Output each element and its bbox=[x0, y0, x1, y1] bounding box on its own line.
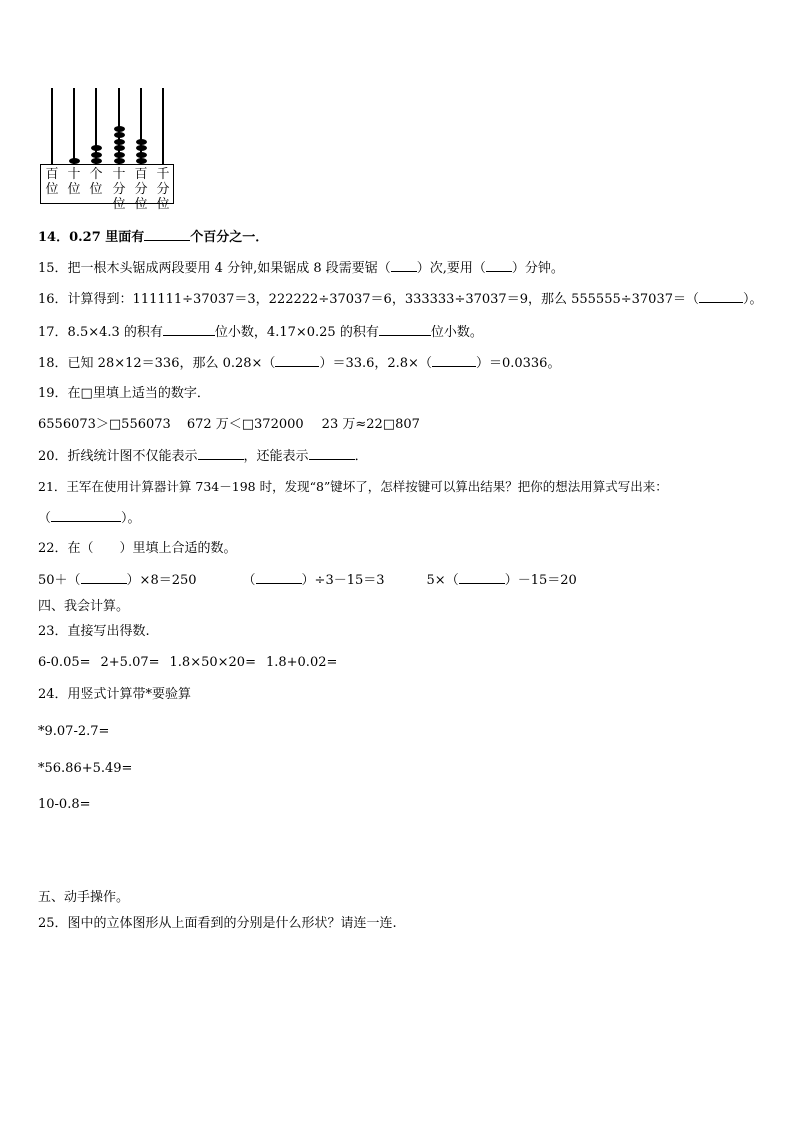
question-25: 25．图中的立体图形从上面看到的分别是什么形状？请连一连. bbox=[38, 916, 397, 931]
section-4-heading: 四、我会计算。 bbox=[38, 599, 130, 614]
question-21-answer: （ ）。 bbox=[38, 511, 141, 526]
question-22-title: 22．在（ ）里填上合适的数。 bbox=[38, 541, 237, 556]
abacus-bead bbox=[136, 145, 147, 151]
section-5-heading: 五、动手操作。 bbox=[38, 890, 130, 905]
abacus-label-char: 个 bbox=[89, 167, 103, 182]
abacus-place-label bbox=[66, 167, 82, 197]
question-22-items: 50＋（ ）×8＝250 （ ）÷3－15＝3 5×（ ）－15＝20 bbox=[38, 573, 577, 588]
abacus-bead bbox=[114, 139, 125, 145]
abacus-rod bbox=[51, 88, 53, 164]
abacus-bead bbox=[114, 126, 125, 132]
abacus-bead bbox=[91, 158, 102, 164]
answer-blank bbox=[51, 509, 121, 522]
answer-blank bbox=[144, 228, 190, 241]
abacus-bead bbox=[136, 139, 147, 145]
abacus-bead bbox=[114, 152, 125, 158]
answer-blank bbox=[432, 354, 476, 367]
question-24-item-1: *9.07-2.7= bbox=[38, 724, 110, 739]
abacus-bead bbox=[136, 152, 147, 158]
question-23-title: 23．直接写出得数. bbox=[38, 624, 150, 639]
abacus-label-char: 十 bbox=[67, 167, 81, 182]
question-24-title: 24．用竖式计算带*要验算 bbox=[38, 687, 192, 702]
abacus-figure bbox=[40, 88, 174, 214]
abacus-label-char: 分 bbox=[134, 182, 148, 197]
abacus-label-char: 位 bbox=[112, 197, 126, 212]
abacus-label-char: 百 bbox=[45, 167, 59, 182]
abacus-label-char: 位 bbox=[45, 182, 59, 197]
abacus-bead bbox=[114, 132, 125, 138]
abacus-place-label bbox=[155, 167, 171, 212]
answer-blank bbox=[81, 571, 127, 584]
question-15: 15．把一根木头锯成两段要用 4 分钟,如果锯成 8 段需要锯（ ）次,要用（ ）分钟。 bbox=[38, 261, 564, 276]
abacus-rod bbox=[73, 88, 75, 164]
answer-blank bbox=[486, 259, 512, 272]
question-14: 14．0.27 里面有 个百分之一． bbox=[38, 230, 269, 245]
answer-blank bbox=[391, 259, 417, 272]
abacus-place-label bbox=[133, 167, 149, 212]
answer-blank bbox=[163, 323, 215, 336]
abacus-bead bbox=[114, 145, 125, 151]
abacus-label-char: 千 bbox=[156, 167, 170, 182]
question-23-items: 6-0.05= 2+5.07= 1.8×50×20= 1.8+0.02= bbox=[38, 655, 338, 670]
question-19-items: 6556073＞□556073 672 万＜□372000 23 万≈22□807 bbox=[38, 417, 420, 432]
question-17: 17．8.5×4.3 的积有 位小数，4.17×0.25 的积有 位小数。 bbox=[38, 325, 483, 340]
question-20: 20．折线统计图不仅能表示 ，还能表示 ． bbox=[38, 449, 368, 464]
abacus-place-label bbox=[111, 167, 127, 212]
abacus-place-label bbox=[44, 167, 60, 197]
question-16: 16．计算得到：111111÷37037＝3，222222÷37037＝6，333333÷37037＝9，那么 555555÷37037＝（ ）。 bbox=[38, 292, 763, 307]
question-24-item-2: *56.86+5.49= bbox=[38, 761, 133, 776]
question-18: 18．已知 28×12＝336，那么 0.28×（ ）＝33.6，2.8×（ ）＝0.0336。 bbox=[38, 356, 561, 371]
abacus-base bbox=[40, 164, 174, 204]
abacus-bead bbox=[91, 152, 102, 158]
question-19-title: 19．在□里填上适当的数字． bbox=[38, 386, 210, 401]
answer-blank bbox=[198, 447, 244, 460]
abacus-label-char: 位 bbox=[156, 197, 170, 212]
answer-blank bbox=[309, 447, 355, 460]
abacus-label-char: 位 bbox=[134, 197, 148, 212]
abacus-place-label bbox=[88, 167, 104, 197]
answer-blank bbox=[275, 354, 319, 367]
question-21: 21．王军在使用计算器计算 734－198 时，发现“8”键坏了，怎样按键可以算出结果？把你的想法用算式写出来： bbox=[38, 479, 668, 494]
abacus-label-char: 位 bbox=[67, 182, 81, 197]
answer-blank bbox=[379, 323, 431, 336]
abacus-label-char: 分 bbox=[156, 182, 170, 197]
answer-blank bbox=[256, 571, 302, 584]
abacus-label-char: 十 bbox=[112, 167, 126, 182]
abacus-label-char: 分 bbox=[112, 182, 126, 197]
question-24-item-3: 10-0.8= bbox=[38, 797, 91, 812]
abacus-bead bbox=[91, 145, 102, 151]
abacus-bead bbox=[69, 158, 80, 164]
abacus-bead bbox=[136, 158, 147, 164]
answer-blank bbox=[699, 290, 743, 303]
abacus-rod bbox=[162, 88, 164, 164]
answer-blank bbox=[459, 571, 505, 584]
abacus-label-char: 百 bbox=[134, 167, 148, 182]
abacus-label-char: 位 bbox=[89, 182, 103, 197]
abacus-bead bbox=[114, 158, 125, 164]
